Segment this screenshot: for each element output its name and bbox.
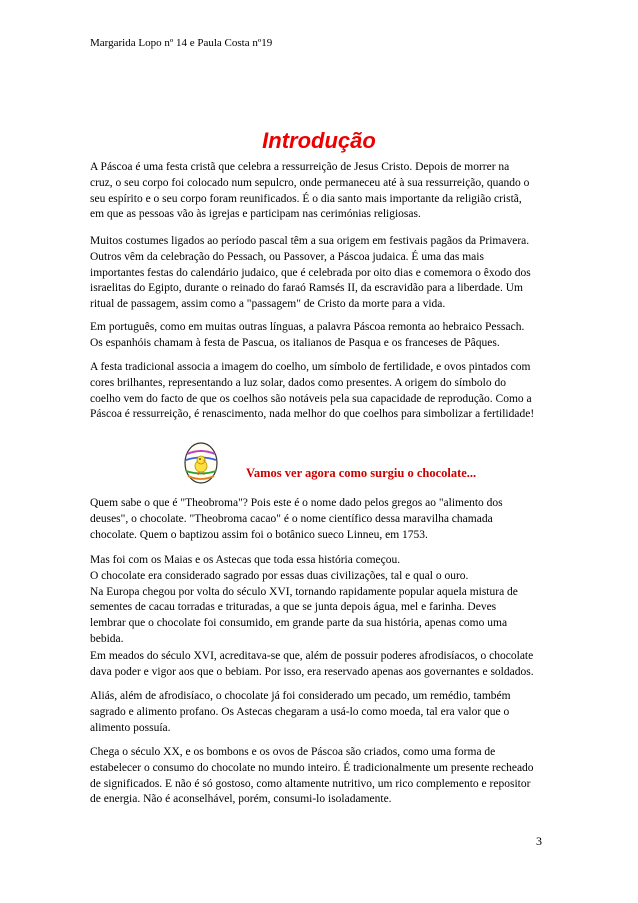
text-line: estabelecer o consumo do chocolate no mundo inteiro. É tradicionalmente um presente recheado	[90, 761, 534, 774]
paragraph-afrodisiaco	[90, 689, 550, 736]
paragraph-easter-word	[90, 320, 550, 352]
paragraph-seculo-xvi	[90, 649, 550, 681]
text-line: A Páscoa é uma festa cristã que celebra a ressurreição de Jesus Cristo. Depois de morrer na	[90, 161, 510, 173]
text-line: Mas foi com os Maias e os Astecas que toda essa história começou.	[90, 554, 401, 566]
text-line: israelitas do Egipto, durante o reinado do faraó Ramsés II, da escravidão para a liberdade. Um	[90, 282, 524, 295]
text-line: Aliás, além de afrodisíaco, o chocolate já foi considerado um pecado, um remédio, também	[90, 690, 511, 702]
text-line: Muitos costumes ligados ao período pascal têm a sua origem em festivais pagãos da Primavera.	[90, 235, 530, 247]
page-title: Introdução	[262, 128, 376, 153]
text-line: A festa tradicional associa a imagem do coelho, um símbolo de fertilidade, e ovos pintados com	[90, 361, 531, 373]
text-line: de significados. E não é só gostoso, como altamente nutritivo, um rico complemento e repositor	[90, 777, 531, 790]
text-line: cores brilhantes, representando a luz solar, dados como presentes. A origem do símbolo do	[90, 376, 506, 389]
text-line: sagrado e alimento profano. Os Astecas chegaram a usá-lo como moeda, tal era valor que o	[90, 705, 510, 718]
text-line: bebida.	[90, 632, 124, 645]
text-line: cruz, o seu corpo foi colocado num sepulcro, onde permaneceu até à sua ressurreição, quando o	[90, 176, 530, 189]
text-line: Os espanhóis chamam à festa de Pascua, os italianos de Pasqua e os franceses de Pâques.	[90, 336, 500, 349]
paragraph-seculo-xx	[90, 745, 550, 808]
text-line: O chocolate era considerado sagrado por essas duas civilizações, tal e qual o ouro.	[90, 569, 469, 582]
paragraph-easter-intro	[90, 160, 550, 223]
text-line: Outros vêm da celebração do Pessach, ou Passover, a Páscoa judaica. É uma das mais	[90, 250, 484, 263]
easter-egg-chick-icon	[181, 438, 221, 491]
text-line: chocolate. Quem o baptizou assim foi o botânico sueco Linneu, em 1753.	[90, 528, 428, 541]
text-line: seu espírito e o seu corpo foram reunificados. É o dia santo mais importante da religião cristã,	[90, 192, 522, 205]
section-subtitle: Vamos ver agora como surgiu o chocolate...	[246, 466, 477, 480]
paragraph-maias-astecas	[90, 553, 550, 648]
text-line: Na Europa chegou por volta do século XVI, tornando rapidamente popular aquela mistura de	[90, 585, 518, 598]
page-header: Margarida Lopo nº 14 e Paula Costa nº19	[90, 37, 273, 49]
paragraph-easter-origins	[90, 234, 550, 313]
text-line: Em meados do século XVI, acreditava-se que, além de possuir poderes afrodisíacos, o chocolate	[90, 650, 534, 662]
text-line: em que as pessoas vão às igrejas e participam nas cerimónias religiosas.	[90, 208, 421, 221]
paragraph-theobroma	[90, 496, 550, 543]
text-line: Quem sabe o que é "Theobroma"? Pois este é o nome dado pelos gregos ao "alimento dos	[90, 497, 503, 509]
text-line: Em português, como em muitas outras línguas, a palavra Páscoa remonta ao hebraico Pessach.	[90, 321, 525, 333]
text-line: coelho vem do facto de que os coelhos são notáveis pela sua capacidade de reprodução. Como a	[90, 392, 532, 405]
text-line: de energia. Não é aconselhável, porém, consumi-lo isoladamente.	[90, 793, 392, 806]
text-line: dava poder e vigor aos que o bebiam. Por isso, era reservado apenas aos governantes e soldados.	[90, 665, 534, 678]
text-line: importantes festas do calendário judaico, que é celebrada por oito dias e comemora o êxodo dos	[90, 266, 531, 279]
text-line: alimento possuía.	[90, 721, 171, 734]
page-number: 3	[536, 834, 542, 848]
text-line: sementes de cacau torradas e trituradas, a que se junta depois água, mel e farinha. Deves	[90, 601, 497, 614]
text-line: ritual de passagem, assim como a "passagem" de Cristo da morte para a vida.	[90, 298, 446, 311]
paragraph-easter-rabbit	[90, 360, 550, 423]
text-line: deuses", o chocolate. "Theobroma cacao" é o nome científico dessa maravilha chamada	[90, 512, 493, 525]
text-line: lembrar que o chocolate foi consumido, em grande parte da sua história, apenas como uma	[90, 617, 508, 630]
text-line: Chega o século XX, e os bombons e os ovos de Páscoa são criados, como uma forma de	[90, 746, 496, 758]
text-line: Páscoa é ressurreição, é renascimento, nada melhor do que coelhos para simbolizar a fertilidade!	[90, 408, 535, 421]
